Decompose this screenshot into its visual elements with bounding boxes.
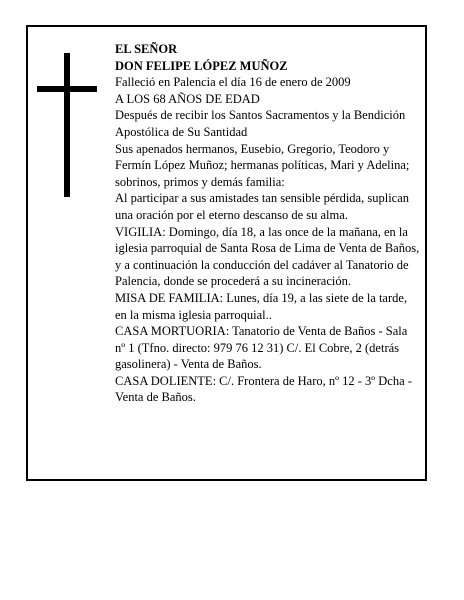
family-statement: Sus apenados hermanos, Eusebio, Gregorio, Teodoro y Fermín López Muñoz; hermanas políticas, Mari y Adelina; sobrinos, primos y demás familia: [115, 141, 410, 189]
deceased-name: DON FELIPE LÓPEZ MUÑOZ [115, 58, 288, 73]
obituary-text [115, 41, 420, 406]
mourning-house-details: CASA DOLIENTE: C/. Frontera de Haro, nº 12 - 3º Dcha - Venta de Baños. [115, 373, 412, 405]
family-mass-details: MISA DE FAMILIA: Lunes, día 19, a las siete de la tarde, en la misma iglesia parroquial.. [115, 290, 408, 322]
funeral-home-details: CASA MORTUORIA: Tanatorio de Venta de Baños - Sala nº 1 (Tfno. directo: 979 76 12 31) C/. El Cobre, 2 (detrás gasolinera) - Venta de Baños. [115, 324, 408, 372]
prayer-request: Al participar a sus amistades tan sensible pérdida, suplican una oración por el eterno descanso de su alma. [115, 191, 410, 222]
age-statement: A LOS 68 AÑOS DE EDAD [115, 91, 260, 106]
death-statement: Falleció en Palencia el día 16 de enero de 2009 [115, 75, 351, 90]
cross-vertical-bar [64, 53, 70, 197]
sacraments-statement: Después de recibir los Santos Sacramentos y la Bendición Apostólica de Su Santidad [115, 108, 406, 139]
cross-horizontal-bar [37, 86, 97, 92]
obituary-title: EL SEÑOR [115, 42, 178, 56]
vigil-details: VIGILIA: Domingo, día 18, a las once de la mañana, en la iglesia parroquial de Santa Rosa de Lima de Venta de Baños, y a continuación la conducción del cadáver al Tanatorio de Palencia, donde se procederá a su incineración. [115, 224, 420, 289]
